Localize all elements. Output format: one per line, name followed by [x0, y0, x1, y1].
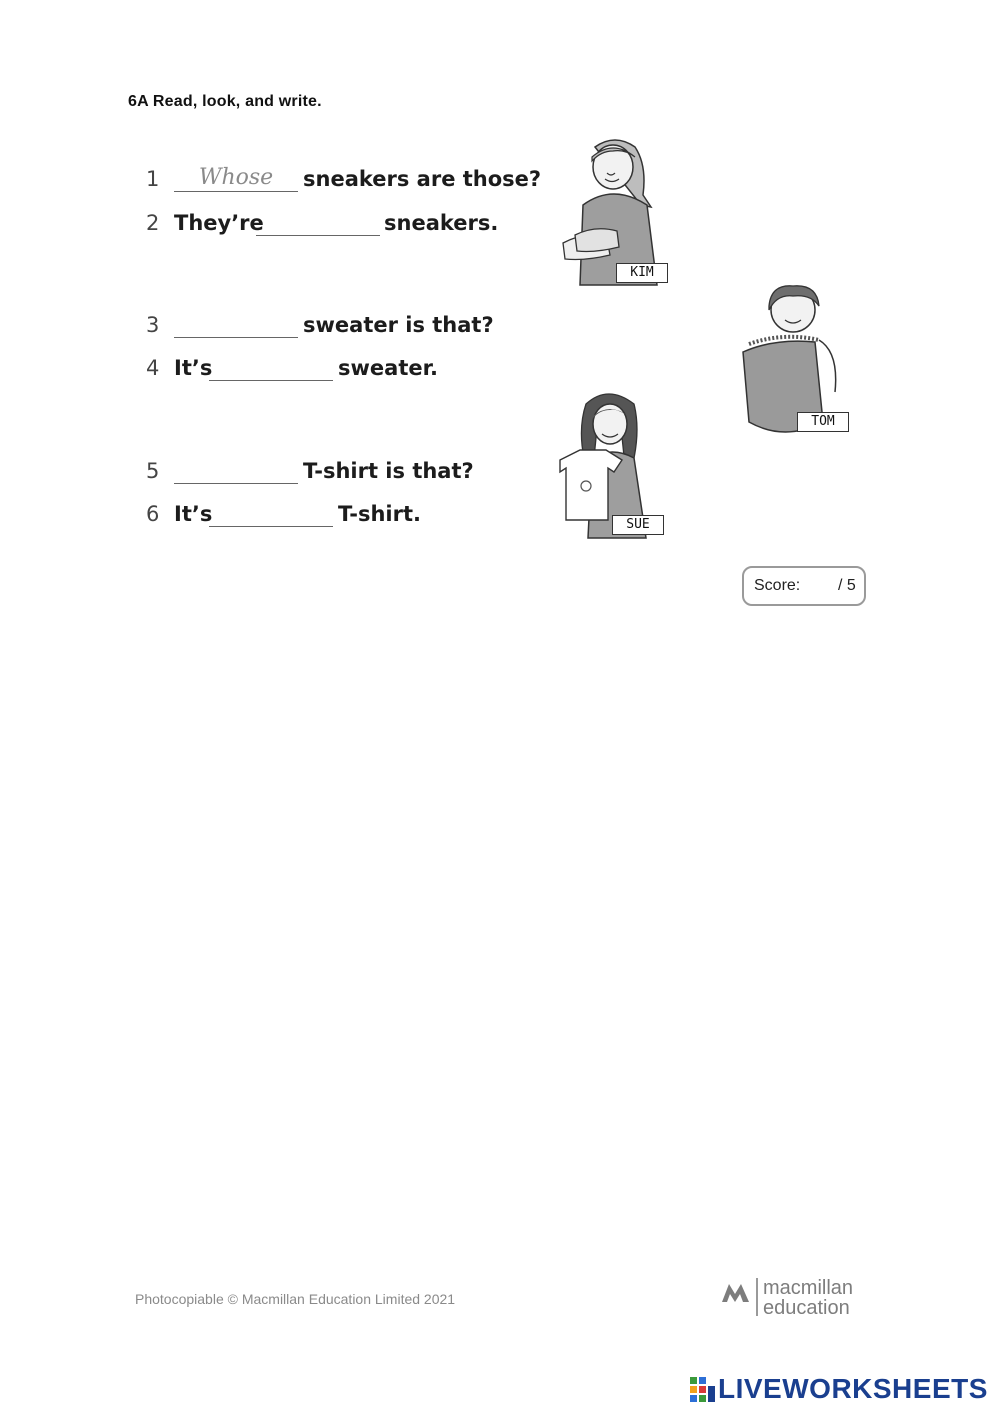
answer-blank-5[interactable]	[174, 457, 298, 484]
score-label: Score:	[754, 577, 801, 594]
liveworksheets-brand[interactable]: LIVEWORKSHEETS	[718, 1373, 988, 1404]
answer-blank-2[interactable]	[256, 209, 380, 236]
question-text: sweater.	[338, 356, 438, 380]
publisher-name-line2: education	[763, 1297, 850, 1319]
question-number: 6	[146, 502, 160, 526]
question-number: 3	[146, 313, 160, 337]
sue-illustration	[550, 388, 670, 543]
kim-name-tag: KIM	[616, 263, 668, 283]
question-text: sneakers are those?	[303, 167, 542, 191]
exercise-heading: 6A Read, look, and write.	[128, 93, 322, 110]
kim-illustration	[555, 135, 670, 290]
question-number: 5	[146, 459, 160, 483]
liveworksheets-logo-icon	[690, 1377, 716, 1403]
tom-name-tag: TOM	[797, 412, 849, 432]
question-number: 4	[146, 356, 160, 380]
question-text-before: It’s	[174, 502, 213, 526]
score-total: / 5	[838, 577, 856, 594]
copyright-notice: Photocopiable © Macmillan Education Limited 2021	[135, 1291, 456, 1307]
question-text: sweater is that?	[303, 313, 494, 337]
logo-divider	[756, 1278, 758, 1316]
question-text-before: They’re	[174, 211, 264, 235]
question-number: 2	[146, 211, 160, 235]
question-text: T-shirt is that?	[303, 459, 474, 483]
question-number: 1	[146, 167, 160, 191]
macmillan-logo-icon	[721, 1280, 751, 1306]
answer-blank-1[interactable]	[174, 165, 298, 192]
sue-name-tag: SUE	[612, 515, 664, 535]
tom-illustration	[735, 282, 855, 442]
answer-example: Whose	[198, 165, 274, 190]
answer-blank-3[interactable]	[174, 311, 298, 338]
publisher-name-line1: macmillan	[763, 1277, 854, 1299]
answer-blank-6[interactable]	[209, 500, 333, 527]
question-text: T-shirt.	[338, 502, 421, 526]
answer-blank-4[interactable]	[209, 354, 333, 381]
question-text: sneakers.	[384, 211, 499, 235]
question-text-before: It’s	[174, 356, 213, 380]
